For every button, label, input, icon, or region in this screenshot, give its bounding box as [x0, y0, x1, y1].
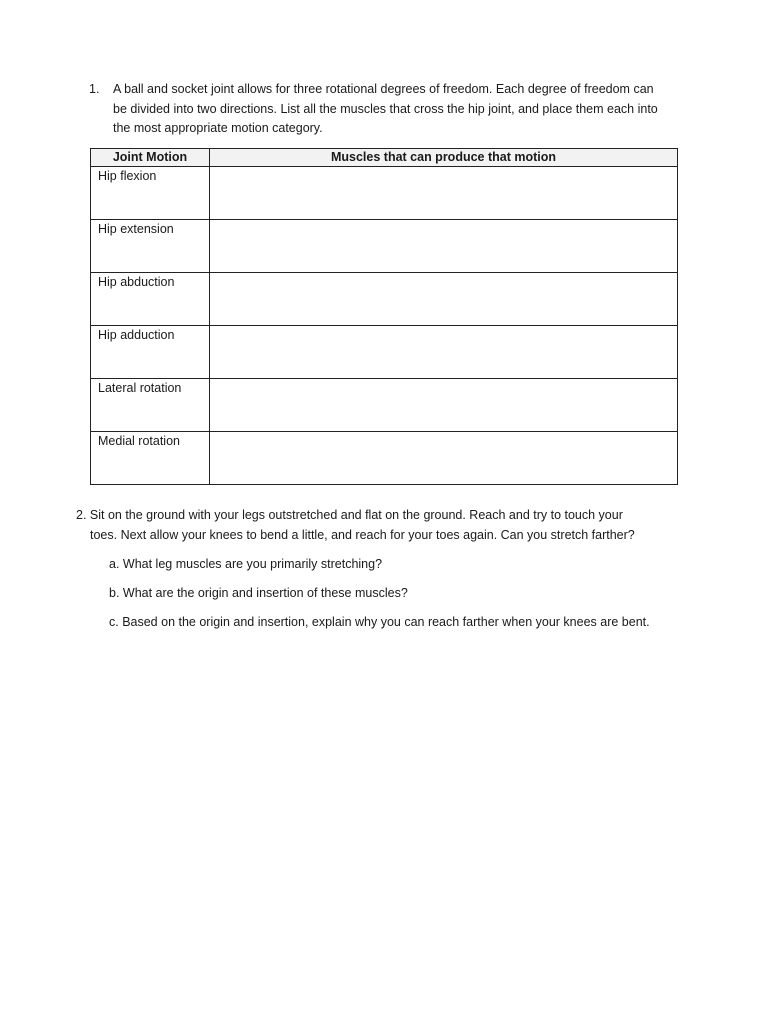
table-row [91, 379, 678, 432]
muscles-answer-cell[interactable] [210, 220, 678, 273]
question-2b: b. What are the origin and insertion of these muscles? [109, 586, 408, 600]
table-row [91, 167, 678, 220]
table-row [91, 326, 678, 379]
table-row [91, 432, 678, 485]
question-1 [89, 80, 679, 139]
joint-motion-table [90, 148, 678, 485]
table-header-row [91, 149, 678, 167]
motion-cell: Hip flexion [91, 167, 210, 220]
header-muscles: Muscles that can produce that motion [210, 149, 678, 167]
question-2-line-2: toes. Next allow your knees to bend a little, and reach for your toes again. Can you stretch farther? [90, 527, 635, 542]
question-2 [76, 506, 676, 545]
motion-cell: Medial rotation [91, 432, 210, 485]
muscles-answer-cell[interactable] [210, 326, 678, 379]
question-1-line-3: the most appropriate motion category. [113, 121, 323, 135]
question-2-line-1: 2. Sit on the ground with your legs outstretched and flat on the ground. Reach and try to touch your [76, 508, 623, 522]
question-1-line-2: be divided into two directions. List all the muscles that cross the hip joint, and place them each into [113, 101, 658, 116]
motion-cell: Lateral rotation [91, 379, 210, 432]
muscles-answer-cell[interactable] [210, 379, 678, 432]
header-joint-motion: Joint Motion [91, 149, 210, 167]
motion-cell: Hip adduction [91, 326, 210, 379]
muscles-answer-cell[interactable] [210, 432, 678, 485]
motion-cell: Hip extension [91, 220, 210, 273]
muscles-answer-cell[interactable] [210, 273, 678, 326]
table-row [91, 220, 678, 273]
question-1-line-1: A ball and socket joint allows for three rotational degrees of freedom. Each degree of freedom can [113, 82, 654, 96]
table-row [91, 273, 678, 326]
question-1-number: 1. [89, 82, 100, 96]
question-2c: c. Based on the origin and insertion, explain why you can reach farther when your knees are bent. [109, 615, 650, 629]
muscles-answer-cell[interactable] [210, 167, 678, 220]
motion-cell: Hip abduction [91, 273, 210, 326]
question-2a: a. What leg muscles are you primarily stretching? [109, 557, 383, 571]
